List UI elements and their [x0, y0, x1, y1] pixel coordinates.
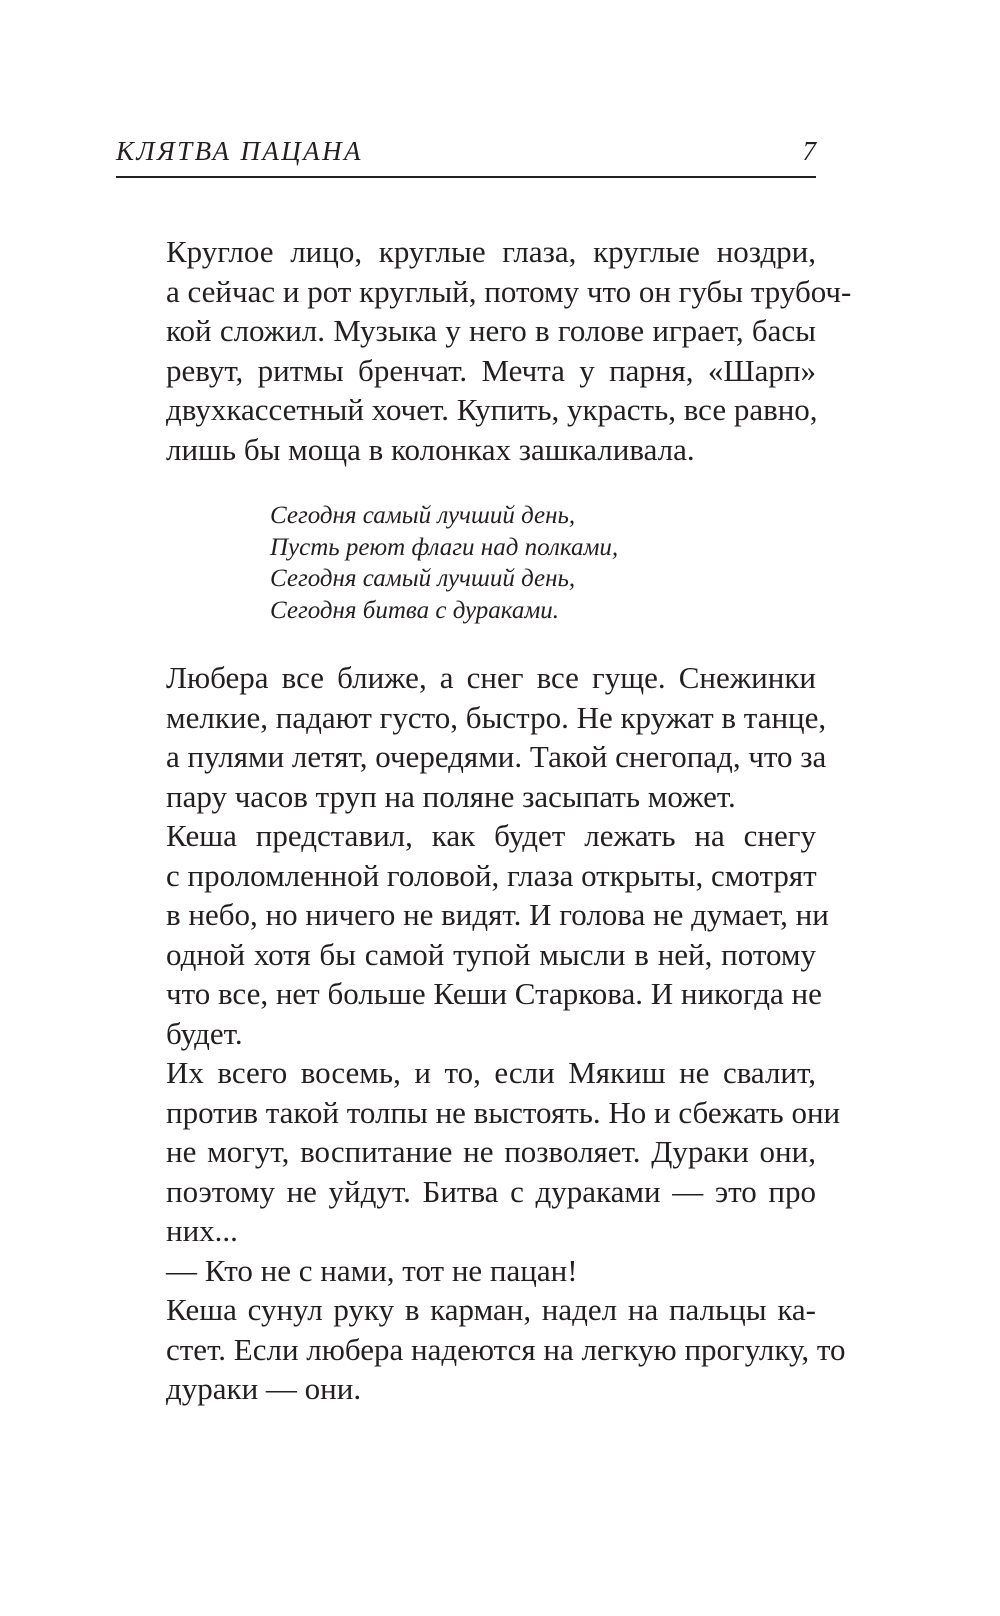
running-head: [116, 130, 816, 178]
text-line: кой сложил. Музыка у него в голове играет, басы: [166, 313, 816, 348]
page-body: [116, 232, 852, 1409]
text-line: стет. Если любера надеются на легкую прогулку, то: [166, 1331, 846, 1367]
text-line: ревут, ритмы бренчат. Мечта у парня, «Шарп»: [166, 352, 816, 388]
verse-epigraph: [270, 500, 816, 626]
text-line: одной хотя бы самой тупой мысли в ней, потому: [166, 936, 816, 972]
paragraph: [116, 1290, 846, 1409]
text-line: поэтому не уйдут. Битва с дураками — это про: [166, 1173, 816, 1209]
paragraph: [116, 658, 827, 816]
verse-line: Сегодня самый лучший день,: [270, 502, 576, 529]
text-line: а сейчас и рот круглый, потому что он губы трубоч-: [166, 273, 852, 309]
book-title: КЛЯТВА ПАЦАНА: [116, 136, 363, 166]
text-line: пару часов труп на поляне засыпать может.: [166, 778, 736, 814]
paragraph: [116, 1053, 841, 1251]
text-line: будет.: [166, 1015, 243, 1051]
text-line: них...: [166, 1213, 238, 1248]
text-line: мелкие, падают густо, быстро. Не кружат в танце,: [166, 699, 827, 735]
text-line: против такой толпы не выстоять. Но и сбежать они: [166, 1094, 841, 1130]
verse-line: Сегодня битва с дураками.: [270, 596, 560, 624]
text-line: а пулями летят, очередями. Такой снегопад, что за: [166, 739, 827, 774]
text-line: Кеша сунул руку в карман, надел на пальцы ка-: [166, 1292, 816, 1327]
page-number: 7: [802, 136, 816, 166]
text-line: дураки — они.: [166, 1371, 362, 1406]
verse-line: Сегодня самый лучший день,: [270, 565, 576, 592]
text-line: не могут, воспитание не позволяет. Дураки они,: [166, 1134, 816, 1169]
text-line: Их всего восемь, и то, если Мякиш не свалит,: [166, 1055, 816, 1090]
dialogue-line: [116, 1251, 816, 1291]
text-line: Кеша представил, как будет лежать на снегу: [166, 818, 816, 853]
text-line: — Кто не с нами, тот не пацан!: [166, 1252, 578, 1288]
paragraph: [116, 816, 829, 1053]
text-line: с проломленной головой, глаза открыты, смотрят: [166, 857, 817, 893]
text-line: что все, нет больше Кеши Старкова. И никогда не: [166, 976, 822, 1011]
verse-line: Пусть реют флаги над полками,: [270, 533, 619, 561]
text-line: двухкассетный хочет. Купить, украсть, все равно,: [166, 392, 818, 427]
text-line: Круглое лицо, круглые глаза, круглые ноздри,: [166, 234, 816, 269]
paragraph: [116, 232, 852, 469]
text-line: Любера все ближе, а снег все гуще. Снежинки: [166, 660, 816, 695]
text-line: лишь бы моща в колонках зашкаливала.: [166, 431, 695, 467]
text-line: в небо, но ничего не видят. И голова не думает, ни: [166, 897, 829, 932]
